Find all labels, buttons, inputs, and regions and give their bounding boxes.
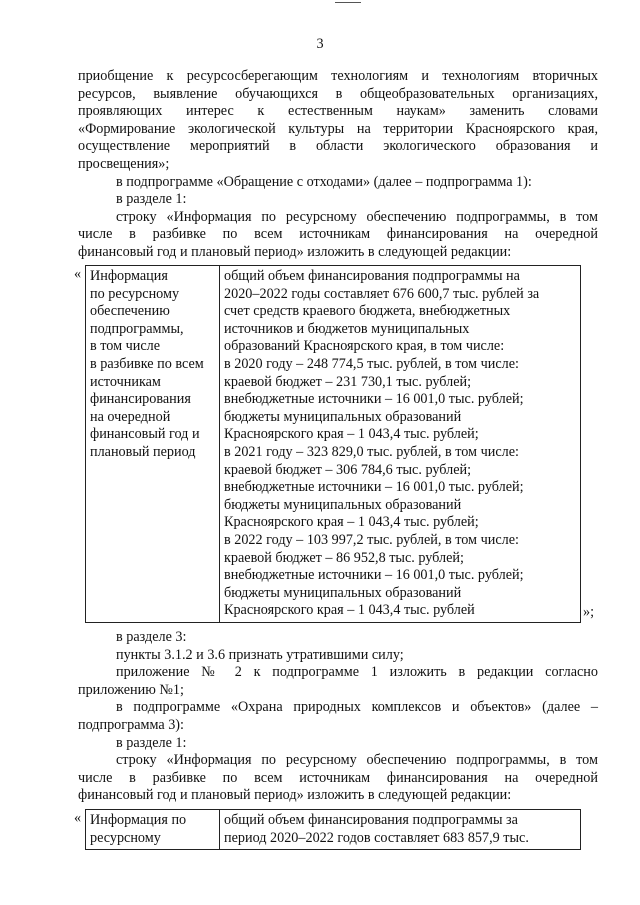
table1-left-line: обеспечению	[90, 303, 170, 320]
section-3-heading: в разделе 3:	[116, 629, 187, 645]
table1-left-line: плановый период	[90, 443, 196, 460]
subprogram-3-stroka-last: финансовый год и плановый период» изложить в следующей редакции:	[78, 787, 512, 804]
table-row	[86, 266, 581, 623]
subprogram-1-stroka-line: числе в разбивке по всем источникам финансирования на очередной	[78, 226, 598, 243]
table1-right-line: в 2020 году – 248 774,5 тыс. рублей, в том числе:	[224, 355, 519, 372]
subprogram-3-stroka-line: числе в разбивке по всем источникам финансирования на очередной	[78, 769, 598, 786]
table2-left-line: ресурсному	[90, 829, 161, 846]
table1-left-cell	[86, 266, 220, 623]
table1-left-line: в том числе	[90, 338, 161, 355]
table1-right-line: общий объем финансирования подпрограммы на	[224, 268, 520, 284]
table1-right-cell	[220, 266, 581, 623]
table1-right-line: бюджеты муниципальных образований	[224, 496, 462, 513]
subprogram-3-last: подпрограмма 3):	[78, 716, 184, 733]
table2-right-cell	[220, 810, 581, 850]
appendix-line: приложение № 2 к подпрограмме 1 изложить в редакции согласно	[116, 664, 598, 681]
top-edge-mark	[335, 2, 361, 3]
table1-right-line: источников и бюджетов муниципальных	[224, 320, 470, 337]
resource-table-1	[85, 265, 581, 623]
table1-right-line: в 2022 году – 103 997,2 тыс. рублей, в том числе:	[224, 531, 519, 548]
table1-open-quote: «	[74, 266, 82, 282]
table2-right-line: период 2020–2022 годов составляет 683 857,9 тыс.	[224, 829, 529, 846]
table1-left-line: по ресурсному	[90, 285, 180, 302]
table1-left-line: подпрограммы,	[90, 320, 184, 337]
table1-right-line: 2020–2022 годы составляет 676 600,7 тыс. рублей за	[224, 285, 540, 302]
table1-left-line: финансовый год и	[90, 426, 200, 443]
table1-left-line: источникам	[90, 373, 161, 390]
table1-right-line: краевой бюджет – 231 730,1 тыс. рублей;	[224, 373, 472, 390]
table1-left-line: Информация	[90, 268, 168, 284]
intro-line: проявляющих интерес к естественным наукам» заменить словами	[78, 103, 598, 120]
table1-right-line: Красноярского края – 1 043,4 тыс. рублей	[224, 602, 475, 619]
table2-right-line: общий объем финансирования подпрограммы за	[224, 812, 518, 828]
table-row	[86, 810, 581, 850]
table1-right-line: бюджеты муниципальных образований	[224, 584, 462, 601]
page-number: 3	[316, 36, 324, 52]
intro-line: приобщение к ресурсосберегающим технологиям и технологиям вторичных	[78, 68, 598, 84]
table1-right-line: в 2021 году – 323 829,0 тыс. рублей, в том числе:	[224, 443, 519, 460]
intro-line: «Формирование экологической культуры на территории Красноярского края,	[78, 120, 598, 137]
table1-left-line: в разбивке по всем	[90, 355, 204, 372]
table1-left-line: финансирования	[90, 391, 191, 408]
table1-right-line: образований Красноярского края, в том числе:	[224, 338, 505, 355]
subprogram-3-heading: в подпрограмме «Охрана природных комплексов и объектов» (далее –	[116, 699, 598, 716]
table1-right-line: бюджеты муниципальных образований	[224, 408, 462, 425]
table1-right-line: краевой бюджет – 306 784,6 тыс. рублей;	[224, 461, 472, 478]
subprogram-1-stroka-last: финансовый год и плановый период» изложить в следующей редакции:	[78, 243, 512, 260]
subprogram-1-stroka-line: строку «Информация по ресурсному обеспечению подпрограммы, в том	[116, 208, 598, 225]
table1-right-line: Красноярского края – 1 043,4 тыс. рублей;	[224, 514, 479, 531]
subprogram-3-section: в разделе 1:	[116, 734, 187, 751]
points-void-line: пункты 3.1.2 и 3.6 признать утратившими силу;	[116, 646, 404, 663]
intro-line: осуществление мероприятий в области экологического образования и	[78, 138, 598, 155]
after-table-1	[78, 629, 598, 805]
table1-right-line: внебюджетные источники – 16 001,0 тыс. рублей;	[224, 391, 524, 408]
table1-right-line: внебюджетные источники – 16 001,0 тыс. рублей;	[224, 567, 524, 584]
table2-left-cell	[86, 810, 220, 850]
table1-right-line: внебюджетные источники – 16 001,0 тыс. рублей;	[224, 479, 524, 496]
table2-open-quote: «	[74, 810, 82, 826]
intro-line-last: просвещения»;	[78, 155, 170, 172]
appendix-last: приложению №1;	[78, 681, 184, 698]
intro-paragraph	[78, 68, 598, 262]
subprogram-1-heading: в подпрограмме «Обращение с отходами» (далее – подпрограмма 1):	[116, 173, 532, 190]
resource-table-2	[85, 809, 581, 850]
table1-right-line: краевой бюджет – 86 952,8 тыс. рублей;	[224, 549, 464, 566]
intro-line: ресурсов, выявление обучающихся в общеобразовательных организациях,	[78, 85, 598, 102]
table1-right-line: Красноярского края – 1 043,4 тыс. рублей;	[224, 426, 479, 443]
table1-close-quote: »;	[583, 604, 595, 620]
subprogram-1-section: в разделе 1:	[116, 191, 187, 208]
table2-left-line: Информация по	[90, 812, 187, 828]
table1-left-line: на очередной	[90, 408, 171, 425]
table1-right-line: счет средств краевого бюджета, внебюджетных	[224, 303, 511, 320]
subprogram-3-stroka-line: строку «Информация по ресурсному обеспечению подпрограммы, в том	[116, 752, 598, 769]
